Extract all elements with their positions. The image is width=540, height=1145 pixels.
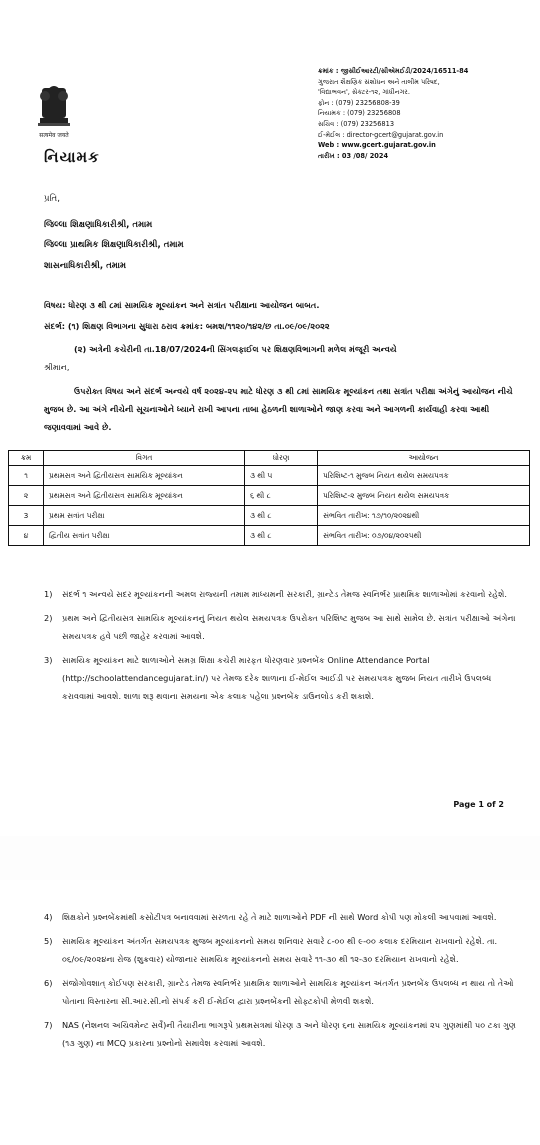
ref-line: ફોન : (079) 23256808-39 — [318, 98, 400, 107]
addressee-3: શાસનાધિકારીશ્રી, તમામ — [44, 261, 127, 271]
table-cell: ૩ થી ૮ — [245, 506, 318, 526]
instructions-list-1 — [44, 585, 520, 711]
emblem-caption: सत्यमेव जयते — [39, 132, 69, 139]
list-item-number: 2) — [44, 613, 53, 623]
letter-page-2 — [0, 880, 540, 1145]
table-cell: પરિશિષ્ટ-૧ મુજબ નિયત થયેલ સમયપત્રક — [318, 466, 530, 486]
list-item-text: સામયિક મૂલ્યાંકન માટે શાળાઓને સમગ્ર શિક્ષા કચેરી મારફત ધોરણવાર પ્રશ્નબેંક Online Attendance Portal (http://schoolattendancegujarat.in/) પર તેમજ દરેક શાળાના ઈ-મેઈલ આઈડી પર સમયપત્રક મુજબ નિયત તારીખે ઉપલબ્ધ કરાવવામાં આવશે. શાળા શરૂ થવાના સમયના એક કલાક પહેલા પ્રશ્નબેંક ડાઉનલોડ કરી શકાશે. — [62, 655, 492, 701]
list-item — [44, 1016, 520, 1052]
national-emblem-icon — [34, 82, 74, 140]
ref-line: 'વિદ્યાભવન', સેક્ટર-૧૨, ગાંધીનગર. — [318, 88, 410, 97]
table-cell: ૧ — [9, 466, 44, 486]
col-header-dhoran: ધોરણ — [245, 451, 318, 466]
ref-line: ક્રમાંક : જીસીઈઆરટી/સીએમઈડી/2024/16511-84 — [318, 67, 469, 75]
table-cell: ૪ — [9, 526, 44, 546]
ref-line: ઈ-મેઈલ : director-gcert@gujarat.gov.in — [318, 130, 444, 139]
intro-paragraph: ઉપરોક્ત વિષય અને સંદર્ભ અન્વયે વર્ષ ૨૦૨૪-૨૫ માટે ધોરણ ૩ થી ૮માં સામયિક મૂલ્યાંકન તથા સત્રાંત પરીક્ષા અંગેનું આયોજન નીચે મુજબ છે. આ અંગે નીચેની સૂચનાઓને ધ્યાને રાખી આપના તાબા હેઠળની શાળાઓને જાણ કરવા અને આગળની કાર્યવાહી કરવા આથી જણાવવામાં આવે છે. — [44, 386, 513, 432]
list-item-number: 1) — [44, 589, 53, 599]
page-number: Page 1 of 2 — [453, 800, 504, 809]
list-item-text: શિક્ષકોને પ્રશ્નબેંકમાંથી કસોટીપત્ર બનાવવામાં સરળતા રહે તે માટે શાળાઓને PDF ની સાથે Word કોપી પણ મોકલી આપવામાં આવશે. — [62, 912, 497, 922]
list-item-text: સંદર્ભ ૧ અન્વયે સદર મૂલ્યાંકનની અમલ રાજ્યની તમામ માધ્યમની સરકારી, ગ્રાન્ટેડ તેમજ સ્વનિર્ભર પ્રાથમિક શાળાઓમાં કરવાનો રહેશે. — [62, 589, 507, 599]
table-row — [9, 486, 530, 506]
table-row — [9, 506, 530, 526]
ref-line: તારીખ : 03 /08/ 2024 — [318, 151, 389, 160]
table-cell: પ્રથમસત્ર અને દ્વિતીયસત્ર સામયિક મૂલ્યાંકન — [44, 486, 245, 506]
table-cell: ૬ થી ૮ — [245, 486, 318, 506]
table-cell: ૨ — [9, 486, 44, 506]
list-item-text: સંજોગોવશાત્ કોઈપણ સરકારી, ગ્રાન્ટેડ તેમજ સ્વનિર્ભર પ્રાથમિક શાળાઓને સામયિક મૂલ્યાંકન અંતર્ગત પ્રશ્નબેંક ઉપલબ્ધ ન થાય તો તેઓ પોતાના વિસ્તારના સી.આર.સી.નો સંપર્ક કરી ઈ-મેઈલ દ્વારા પ્રશ્નબેંકની સોફ્ટકોપી મેળવી શકશે. — [62, 978, 514, 1006]
table-cell: સંભવિત તારીખ: ૦૭/૦૪/૨૦૨૫થી — [318, 526, 530, 546]
addressee-2: જિલ્લા પ્રાથમિક શિક્ષણાધિકારીશ્રી, તમામ — [44, 240, 184, 250]
list-item — [44, 908, 520, 926]
col-header-ayojan: આયોજન — [318, 451, 530, 466]
table-cell: પરિશિષ્ટ-૨ મુજબ નિયત થયેલ સમયપત્રક — [318, 486, 530, 506]
ref-line: નિયામક : (079) 23256808 — [318, 109, 401, 118]
schedule-table — [8, 450, 530, 546]
list-item-number: 3) — [44, 655, 53, 665]
ref-line: ગુજરાત શૈક્ષણિક સંશોધન અને તાલીમ પરિષદ, — [318, 77, 440, 86]
list-item — [44, 609, 520, 645]
list-item-text: NAS (નેશનલ અચિવમેન્ટ સર્વે)ની તૈયારીના ભાગરૂપે પ્રથમસત્રમાં ધોરણ ૩ અને ધોરણ ૬ના સામયિક મૂલ્યાંકનમાં ૨૫ ગુણમાંથી ૫૦ ટકા ગુણ (૧૩ ગુણ) ના MCQ પ્રકારના પ્રશ્નોનો સમાવેશ કરવામાં આવશે. — [62, 1020, 517, 1048]
list-item-text: સામયિક મૂલ્યાંકન અંતર્ગત સમયપત્રક મુજબ મૂલ્યાંકનનો સમય શનિવાર સવારે ૮-૦૦ થી ૯-૦૦ કલાક દરમિયાન રાખવાનો રહેશે. તા. ૦૬/૦૯/૨૦૨૪ના રોજ (શુક્રવાર) યોજાનાર સામયિક મૂલ્યાંકનનો સમય સવારે ૧૧-૩૦ થી ૧૨-૩૦ દરમિયાન રાખવાનો રહેશે. — [62, 936, 498, 964]
salutation: શ્રીમાન, — [44, 362, 70, 372]
table-cell: દ્વિતીય સત્રાંત પરીક્ષા — [44, 526, 245, 546]
table-header-row — [9, 451, 530, 466]
table-cell: પ્રથમ સત્રાંત પરીક્ષા — [44, 506, 245, 526]
table-row — [9, 526, 530, 546]
reference-block — [318, 66, 528, 161]
reference-2: (૨) અત્રેની કચેરીની તા.18/07/2024ની સિંગલફાઈલ પર શિક્ષણવિભાગની મળેલ મંજૂરી અન્વયે — [74, 344, 397, 354]
reference-1: સંદર્ભ: (૧) શિક્ષણ વિભાગના સુધારા ઠરાવ ક્રમાંક: બમશ/૧૧૨૦/૧૪૨/છ તા.૦૯/૦૯/૨૦૨૨ — [44, 321, 330, 331]
col-header-kram: ક્રમ — [9, 451, 44, 466]
table-row — [9, 466, 530, 486]
list-item — [44, 651, 520, 705]
table-cell: પ્રથમસત્ર અને દ્વિતીયસત્ર સામયિક મૂલ્યાંકન — [44, 466, 245, 486]
prati: પ્રતિ, — [44, 194, 60, 204]
list-item — [44, 932, 520, 968]
list-item-number: 5) — [44, 936, 53, 946]
list-item — [44, 974, 520, 1010]
instructions-list-2 — [44, 908, 520, 1058]
department-name: નિયામક — [44, 148, 100, 166]
list-item-number: 7) — [44, 1020, 53, 1030]
col-header-vigat: વિગત — [44, 451, 245, 466]
list-item — [44, 585, 520, 603]
subject-line: વિષય: ધોરણ ૩ થી ૮માં સામયિક મૂલ્યાંકન અને સત્રાંત પરીક્ષાના આયોજન બાબત. — [44, 300, 320, 310]
table-cell: સંભવિત તારીખ: ૧૭/૧૦/૨૦૨૪થી — [318, 506, 530, 526]
ref-line: Web : www.gcert.gujarat.gov.in — [318, 141, 436, 150]
table-cell: ૩ થી ૫ — [245, 466, 318, 486]
table-cell: 3 — [9, 506, 44, 526]
addressee-1: જિલ્લા શિક્ષણાધિકારીશ્રી, તમામ — [44, 220, 153, 230]
list-item-text: પ્રથમ અને દ્વિતીયસત્ર સામયિક મૂલ્યાંકનનું નિયત થયેલ સમયપત્રક ઉપરોક્ત પરિશિષ્ટ મુજબ આ સાથે સામેલ છે. સત્રાંત પરીક્ષાઓ અંગેના સમયપત્રક હવે પછી જાહેર કરવામાં આવશે. — [62, 613, 516, 641]
list-item-number: 4) — [44, 912, 53, 922]
ref-line: સચિવ : (079) 23256813 — [318, 119, 395, 128]
list-item-number: 6) — [44, 978, 53, 988]
table-cell: ૩ થી ૮ — [245, 526, 318, 546]
